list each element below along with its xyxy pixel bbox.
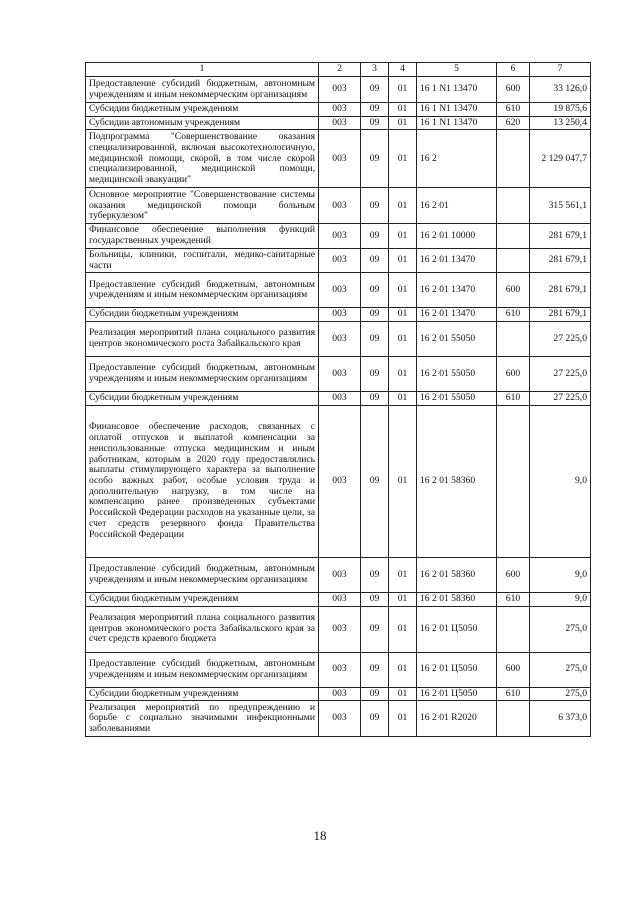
table-row: [86, 392, 591, 406]
page-number: 18: [313, 828, 327, 843]
ministry-code-cell: 003: [319, 557, 361, 592]
expense-type-cell: 610: [497, 103, 530, 117]
subsection-code-cell: 01: [389, 322, 417, 357]
table-row: [86, 592, 591, 606]
amount-cell: 27 225,0: [530, 357, 591, 392]
ministry-code-cell: 003: [319, 224, 361, 248]
expense-type-cell: 600: [497, 77, 530, 103]
row-name-cell: Субсидии бюджетным учреждениям: [86, 392, 319, 406]
amount-cell: 6 373,0: [530, 701, 591, 737]
header-cell: 1: [86, 63, 319, 77]
section-code-cell: 09: [361, 103, 389, 117]
section-code-cell: 09: [361, 592, 389, 606]
section-code-cell: 09: [361, 77, 389, 103]
expense-type-cell: [497, 188, 530, 224]
target-article-cell: 16 2 01 10000: [417, 224, 497, 248]
expense-type-cell: [497, 606, 530, 652]
ministry-code-cell: 003: [319, 652, 361, 687]
target-article-cell: 16 1 N1 13470: [417, 116, 497, 130]
target-article-cell: 16 2 01: [417, 188, 497, 224]
row-name-cell: Реализация мероприятий плана социального развития центров экономического роста Забайкальского края за счет средств краевого бюджета: [86, 606, 319, 652]
header-cell: 4: [389, 63, 417, 77]
amount-cell: 9,0: [530, 592, 591, 606]
table-row: [86, 687, 591, 701]
ministry-code-cell: 003: [319, 357, 361, 392]
row-name-cell: Реализация мероприятий плана социального развития центров экономического роста Забайкальского края: [86, 322, 319, 357]
amount-cell: 19 875,6: [530, 103, 591, 117]
subsection-code-cell: 01: [389, 130, 417, 188]
table-row: [86, 308, 591, 322]
target-article-cell: 16 2 01 Ц5050: [417, 687, 497, 701]
ministry-code-cell: 003: [319, 701, 361, 737]
expense-type-cell: 600: [497, 557, 530, 592]
row-name-cell: Финансовое обеспечение расходов, связанных с оплатой отпусков и выплатой компенсации за неиспользованные отпуска медицинским и иным работникам, которым в 2020 году предоставлялись выплаты стимулирующего характера за выполнение особо важных работ, особые условия труда и дополнительную нагрузку, в том числе на компенсацию ранее произведенных субъектами Российской Федерации расходов на указанные цели, за счет средств резервного фонда Правительства Российской Федерации: [86, 405, 319, 557]
table-row: [86, 77, 591, 103]
amount-cell: 275,0: [530, 687, 591, 701]
amount-cell: 27 225,0: [530, 322, 591, 357]
table-row: [86, 557, 591, 592]
table-row: [86, 116, 591, 130]
expense-type-cell: [497, 130, 530, 188]
section-code-cell: 09: [361, 606, 389, 652]
expense-type-cell: [497, 224, 530, 248]
ministry-code-cell: 003: [319, 687, 361, 701]
expense-type-cell: 620: [497, 116, 530, 130]
section-code-cell: 09: [361, 130, 389, 188]
ministry-code-cell: 003: [319, 130, 361, 188]
expense-type-cell: [497, 322, 530, 357]
row-name-cell: Финансовое обеспечение выполнения функций государственных учреждений: [86, 224, 319, 248]
target-article-cell: 16 2 01 58360: [417, 557, 497, 592]
row-name-cell: Предоставление субсидий бюджетным, автономным учреждениям и иным некоммерческим организациям: [86, 557, 319, 592]
row-name-cell: Больницы, клиники, госпитали, медико-санитарные части: [86, 248, 319, 272]
header-cell: 5: [417, 63, 497, 77]
amount-cell: 9,0: [530, 405, 591, 557]
subsection-code-cell: 01: [389, 357, 417, 392]
table-row: [86, 606, 591, 652]
row-name-cell: Основное мероприятие "Совершенствование системы оказания медицинской помощи больным туберкулезом": [86, 188, 319, 224]
expense-type-cell: [497, 405, 530, 557]
amount-cell: 275,0: [530, 606, 591, 652]
row-name-cell: Подпрограмма "Совершенствование оказания специализированной, включая высокотехнологичную, медицинской помощи, скорой, в том числе скорой специализированной, медицинской помощи, медицинской эвакуации": [86, 130, 319, 188]
row-name-cell: Реализация мероприятий по предупреждению и борьбе с социально значимыми инфекционными заболеваниями: [86, 701, 319, 737]
section-code-cell: 09: [361, 308, 389, 322]
amount-cell: 281 679,1: [530, 308, 591, 322]
ministry-code-cell: 003: [319, 77, 361, 103]
amount-cell: 281 679,1: [530, 224, 591, 248]
row-name-cell: Предоставление субсидий бюджетным, автономным учреждениям и иным некоммерческим организациям: [86, 273, 319, 308]
header-cell: 3: [361, 63, 389, 77]
expense-type-cell: 610: [497, 687, 530, 701]
subsection-code-cell: 01: [389, 405, 417, 557]
ministry-code-cell: 003: [319, 405, 361, 557]
subsection-code-cell: 01: [389, 248, 417, 272]
amount-cell: 2 129 047,7: [530, 130, 591, 188]
section-code-cell: 09: [361, 687, 389, 701]
section-code-cell: 09: [361, 322, 389, 357]
section-code-cell: 09: [361, 224, 389, 248]
header-cell: 2: [319, 63, 361, 77]
section-code-cell: 09: [361, 652, 389, 687]
table-row: [86, 322, 591, 357]
row-name-cell: Субсидии бюджетным учреждениям: [86, 103, 319, 117]
target-article-cell: 16 2 01 13470: [417, 273, 497, 308]
subsection-code-cell: 01: [389, 77, 417, 103]
subsection-code-cell: 01: [389, 652, 417, 687]
subsection-code-cell: 01: [389, 188, 417, 224]
row-name-cell: Субсидии автономным учреждениям: [86, 116, 319, 130]
section-code-cell: 09: [361, 557, 389, 592]
row-name-cell: Субсидии бюджетным учреждениям: [86, 592, 319, 606]
table-header-row: [86, 63, 591, 77]
target-article-cell: 16 2 01 Ц5050: [417, 606, 497, 652]
amount-cell: 281 679,1: [530, 273, 591, 308]
table-row: [86, 357, 591, 392]
subsection-code-cell: 01: [389, 557, 417, 592]
section-code-cell: 09: [361, 392, 389, 406]
subsection-code-cell: 01: [389, 103, 417, 117]
expense-type-cell: 600: [497, 273, 530, 308]
ministry-code-cell: 003: [319, 103, 361, 117]
subsection-code-cell: 01: [389, 687, 417, 701]
section-code-cell: 09: [361, 405, 389, 557]
table-row: [86, 652, 591, 687]
subsection-code-cell: 01: [389, 273, 417, 308]
table-row: [86, 405, 591, 557]
section-code-cell: 09: [361, 357, 389, 392]
expense-type-cell: 600: [497, 357, 530, 392]
table-row: [86, 248, 591, 272]
subsection-code-cell: 01: [389, 606, 417, 652]
target-article-cell: 16 1 N1 13470: [417, 103, 497, 117]
table-row: [86, 273, 591, 308]
budget-table: [85, 62, 591, 737]
amount-cell: 315 561,1: [530, 188, 591, 224]
section-code-cell: 09: [361, 188, 389, 224]
target-article-cell: 16 2 01 R2020: [417, 701, 497, 737]
target-article-cell: 16 2 01 55050: [417, 322, 497, 357]
target-article-cell: 16 2 01 55050: [417, 357, 497, 392]
target-article-cell: 16 2 01 58360: [417, 405, 497, 557]
ministry-code-cell: 003: [319, 116, 361, 130]
target-article-cell: 16 1 N1 13470: [417, 77, 497, 103]
ministry-code-cell: 003: [319, 273, 361, 308]
amount-cell: 33 126,0: [530, 77, 591, 103]
amount-cell: 27 225,0: [530, 392, 591, 406]
subsection-code-cell: 01: [389, 224, 417, 248]
section-code-cell: 09: [361, 273, 389, 308]
target-article-cell: 16 2 01 13470: [417, 308, 497, 322]
ministry-code-cell: 003: [319, 392, 361, 406]
ministry-code-cell: 003: [319, 248, 361, 272]
ministry-code-cell: 003: [319, 322, 361, 357]
row-name-cell: Предоставление субсидий бюджетным, автономным учреждениям и иным некоммерческим организациям: [86, 357, 319, 392]
target-article-cell: 16 2 01 Ц5050: [417, 652, 497, 687]
table-row: [86, 103, 591, 117]
header-cell: 7: [530, 63, 591, 77]
subsection-code-cell: 01: [389, 308, 417, 322]
target-article-cell: 16 2 01 55050: [417, 392, 497, 406]
table-row: [86, 224, 591, 248]
header-cell: 6: [497, 63, 530, 77]
amount-cell: 275,0: [530, 652, 591, 687]
ministry-code-cell: 003: [319, 188, 361, 224]
subsection-code-cell: 01: [389, 701, 417, 737]
expense-type-cell: [497, 701, 530, 737]
ministry-code-cell: 003: [319, 606, 361, 652]
expense-type-cell: 600: [497, 652, 530, 687]
amount-cell: 9,0: [530, 557, 591, 592]
subsection-code-cell: 01: [389, 392, 417, 406]
section-code-cell: 09: [361, 248, 389, 272]
expense-type-cell: 610: [497, 308, 530, 322]
section-code-cell: 09: [361, 701, 389, 737]
table-row: [86, 701, 591, 737]
expense-type-cell: 610: [497, 592, 530, 606]
ministry-code-cell: 003: [319, 592, 361, 606]
table-row: [86, 188, 591, 224]
target-article-cell: 16 2: [417, 130, 497, 188]
expense-type-cell: [497, 248, 530, 272]
target-article-cell: 16 2 01 13470: [417, 248, 497, 272]
row-name-cell: Предоставление субсидий бюджетным, автономным учреждениям и иным некоммерческим организациям: [86, 652, 319, 687]
expense-type-cell: 610: [497, 392, 530, 406]
ministry-code-cell: 003: [319, 308, 361, 322]
table-row: [86, 130, 591, 188]
amount-cell: 13 250,4: [530, 116, 591, 130]
target-article-cell: 16 2 01 58360: [417, 592, 497, 606]
row-name-cell: Предоставление субсидий бюджетным, автономным учреждениям и иным некоммерческим организациям: [86, 77, 319, 103]
section-code-cell: 09: [361, 116, 389, 130]
row-name-cell: Субсидии бюджетным учреждениям: [86, 308, 319, 322]
subsection-code-cell: 01: [389, 116, 417, 130]
row-name-cell: Субсидии бюджетным учреждениям: [86, 687, 319, 701]
subsection-code-cell: 01: [389, 592, 417, 606]
amount-cell: 281 679,1: [530, 248, 591, 272]
